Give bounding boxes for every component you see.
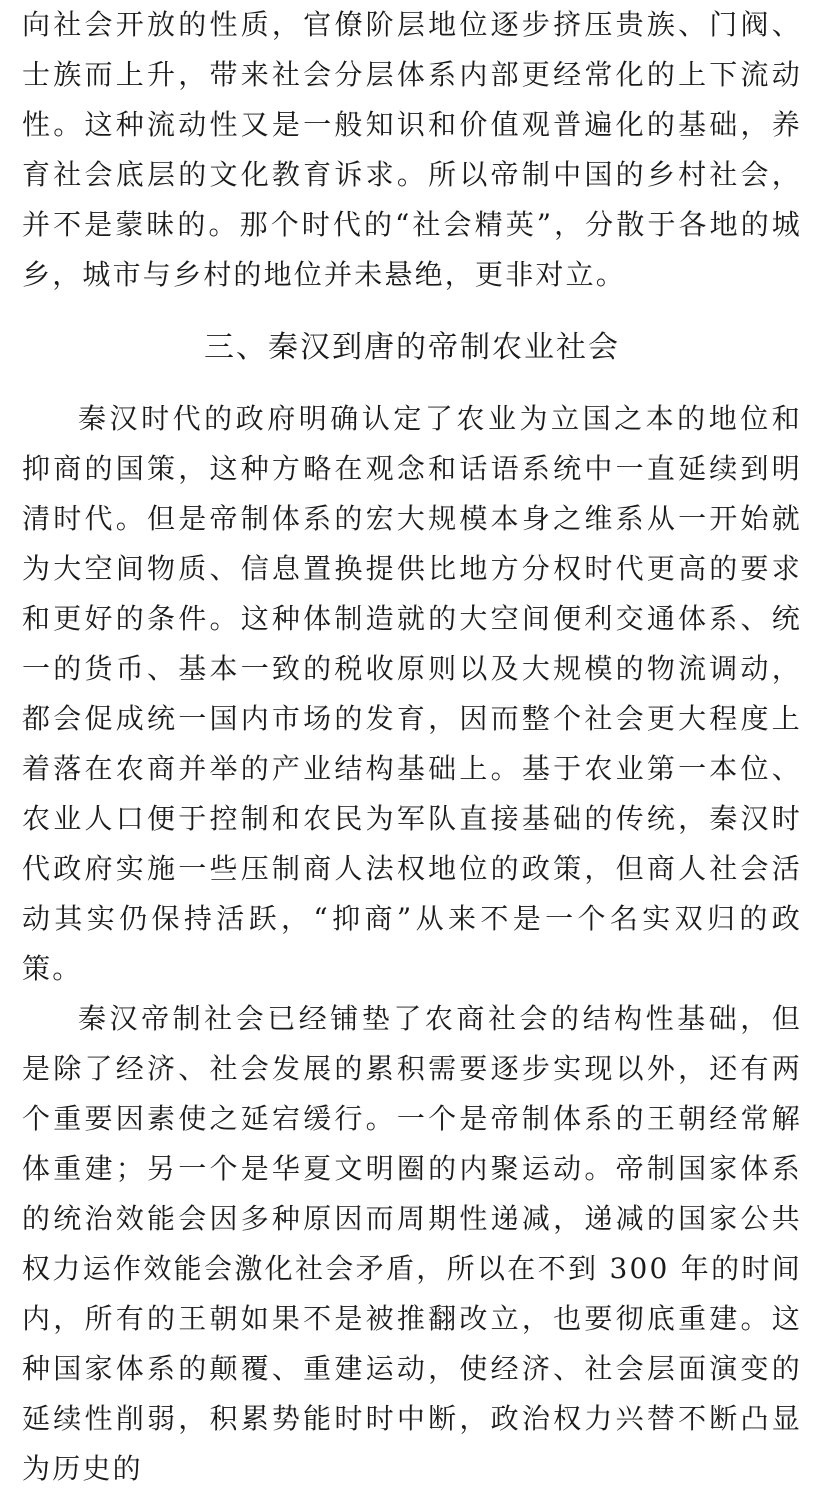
- paragraph-continued: 向社会开放的性质，官僚阶层地位逐步挤压贵族、门阀、士族而上升，带来社会分层体系内部更经常化的上下流动性。这种流动性又是一般知识和价值观普遍化的基础，养育社会底层的文化教育诉求。所以帝制中国的乡村社会，并不是蒙昧的。那个时代的“社会精英”，分散于各地的城乡，城市与乡村的地位并未悬绝，更非对立。: [22, 8, 802, 291]
- paragraph-2: 秦汉帝制社会已经铺垫了农商社会的结构性基础，但是除了经济、社会发展的累积需要逐步实现以外，还有两个重要因素使之延宕缓行。一个是帝制体系的王朝经常解体重建；另一个是华夏文明圈的内聚运动。帝制国家体系的统治效能会因多种原因而周期性递减，递减的国家公共权力运作效能会激化社会矛盾，所以在不到 300 年的时间内，所有的王朝如果不是被推翻改立，也要彻底重建。这种国家体系的颠覆、重建运动，使经济、社会层面演变的延续性削弱，积累势能时时中断，政治权力兴替不断凸显为历史的: [22, 1002, 802, 1485]
- paragraph-1: 秦汉时代的政府明确认定了农业为立国之本的地位和抑商的国策，这种方略在观念和话语系统中一直延续到明清时代。但是帝制体系的宏大规模本身之维系从一开始就为大空间物质、信息置换提供比地方分权时代更高的要求和更好的条件。这种体制造就的大空间便利交通体系、统一的货币、基本一致的税收原则以及大规模的物流调动，都会促成统一国内市场的发育，因而整个社会更大程度上着落在农商并举的产业结构基础上。基于农业第一本位、农业人口便于控制和农民为军队直接基础的传统，秦汉时代政府实施一些压制商人法权地位的政策，但商人社会活动其实仍保持活跃，“抑商”从来不是一个名实双归的政策。: [22, 402, 802, 985]
- section-heading: 三、秦汉到唐的帝制农业社会: [204, 330, 620, 365]
